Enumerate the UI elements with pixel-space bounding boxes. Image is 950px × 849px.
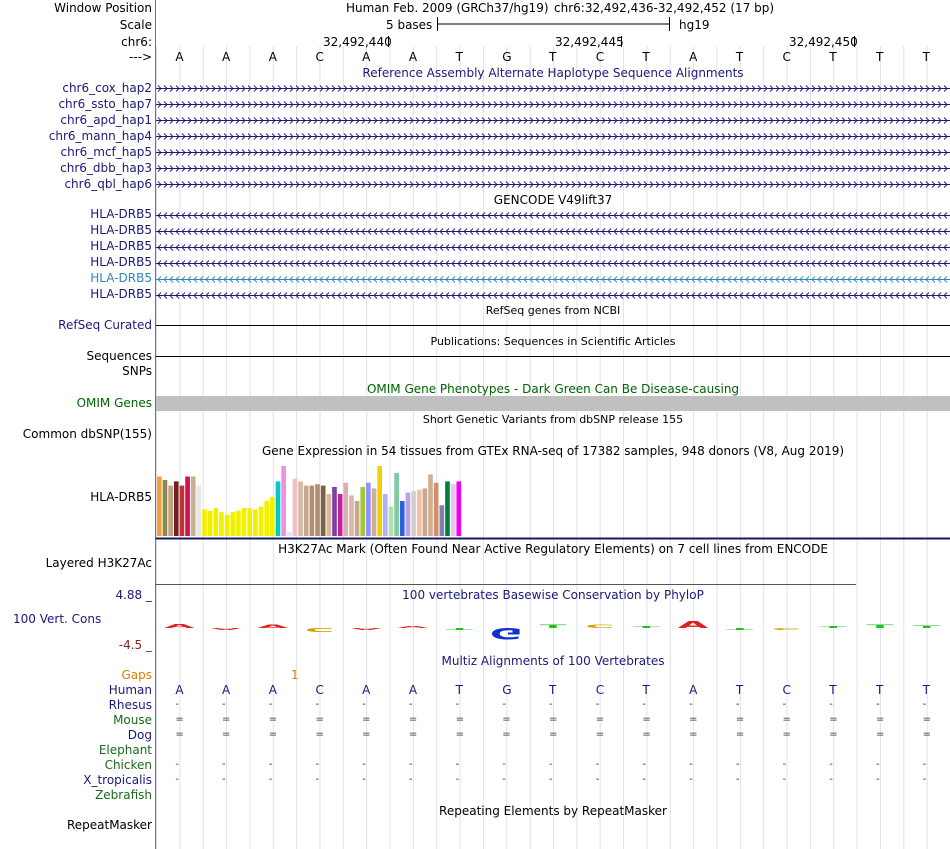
gtex-tissue-bar	[310, 486, 315, 536]
alignment-base: =	[362, 729, 371, 740]
tick-label-1: 32,492,440	[323, 35, 392, 49]
alignment-base: -	[595, 759, 600, 770]
gencode-transcript-label[interactable]: HLA-DRB5	[90, 239, 152, 253]
gtex-tissue-bar	[197, 486, 202, 536]
alt-haplotype-track-title: Reference Assembly Alternate Haplotype Sequence Alignments	[362, 66, 744, 80]
forward-strand-alignment	[156, 182, 950, 188]
alignment-base: =	[175, 729, 184, 740]
gtex-tissue-bar	[456, 481, 461, 536]
reference-base: C	[595, 50, 605, 64]
conservation-letter: G	[490, 623, 523, 643]
reverse-strand-gene	[156, 293, 950, 299]
dbsnp-track-title: Short Genetic Variants from dbSNP release 155	[422, 413, 684, 426]
alignment-base: =	[922, 729, 932, 740]
alignment-base: -	[362, 774, 366, 785]
alignment-base: =	[735, 729, 745, 740]
gtex-tissue-bar	[264, 501, 269, 536]
conservation-letter: T	[819, 625, 847, 629]
alignment-base: -	[875, 699, 880, 710]
alignment-base: =	[549, 714, 558, 725]
position-text: chr6:32,492,436-32,492,452 (17 bp)	[554, 1, 775, 15]
alignment-base: -	[782, 759, 787, 770]
alignment-base: A	[222, 683, 231, 697]
alignment-base: =	[735, 714, 745, 725]
chrom-label: chr6:	[121, 35, 152, 49]
alt-haplotype-label[interactable]: chr6_ssto_hap7	[58, 97, 152, 111]
alignment-base: T	[829, 683, 837, 697]
alignment-base: -	[362, 759, 366, 770]
gtex-tissue-bar	[270, 497, 275, 536]
gtex-tissue-bar	[423, 488, 428, 536]
gtex-tissue-bar	[343, 483, 348, 536]
alignment-base: -	[455, 699, 460, 710]
alignment-base: G	[502, 683, 512, 697]
alignment-base: -	[875, 774, 880, 785]
gencode-track-title: GENCODE V49lift37	[493, 193, 613, 207]
alignment-base: -	[549, 699, 553, 710]
gtex-tissue-bar	[259, 507, 264, 536]
conservation-letter: A	[350, 627, 382, 631]
alignment-base: -	[922, 699, 927, 710]
alignment-base: -	[642, 759, 647, 770]
gtex-tissue-bar	[174, 481, 179, 536]
reference-base: T	[922, 50, 930, 64]
reference-base: C	[782, 50, 791, 64]
alignment-base: -	[315, 774, 320, 785]
reverse-strand-gene	[156, 277, 950, 283]
species-label[interactable]: Elephant	[98, 743, 152, 757]
alignment-base: -	[408, 699, 413, 710]
alignment-base: A	[362, 683, 371, 697]
gtex-tissue-bar	[253, 509, 258, 536]
alignment-base: =	[362, 714, 371, 725]
omim-gene-bar[interactable]	[156, 396, 950, 411]
gtex-tissue-bar	[230, 512, 235, 536]
alignment-base: =	[689, 729, 698, 740]
publications-sequences-line[interactable]	[156, 349, 950, 363]
alignment-base: T	[922, 683, 930, 697]
gtex-tissue-bar	[208, 511, 213, 536]
alignment-base: -	[408, 774, 413, 785]
gencode-transcript-label[interactable]: HLA-DRB5	[90, 287, 152, 301]
alignment-base: =	[875, 729, 885, 740]
alignment-base: =	[315, 729, 324, 740]
species-label[interactable]: Chicken	[104, 758, 152, 772]
forward-strand-alignment	[156, 134, 950, 140]
gtex-tissue-bar	[214, 508, 219, 536]
alignment-base: -	[268, 774, 273, 785]
conservation-letter: A	[210, 627, 242, 631]
alignment-base: A	[268, 683, 277, 697]
gtex-tissue-bar	[400, 501, 405, 536]
reference-base: T	[642, 50, 650, 64]
alignment-base: -	[362, 699, 366, 710]
gtex-tissue-bar	[451, 484, 456, 536]
alignment-base: -	[502, 774, 506, 785]
gtex-tissue-bar	[428, 474, 433, 536]
gtex-tissue-bar	[366, 483, 371, 536]
conservation-letter: C	[772, 627, 802, 631]
alignment-base: C	[782, 683, 791, 697]
db-text: hg19	[679, 18, 710, 32]
species-label[interactable]: Rhesus	[108, 698, 152, 712]
alignment-base: =	[642, 714, 651, 725]
conservation-letter: T	[539, 623, 567, 630]
reference-base: A	[175, 50, 184, 64]
forward-strand-alignment	[156, 102, 950, 108]
gtex-tissue-bar	[219, 512, 224, 536]
gtex-tissue-bar	[202, 509, 207, 536]
gap-count: 1	[291, 668, 299, 682]
alignment-base: -	[595, 774, 600, 785]
gtex-tissue-bar	[168, 486, 173, 536]
conservation-letter: A	[257, 623, 289, 630]
alignment-base: C	[595, 683, 605, 697]
species-label[interactable]: Zebrafish	[95, 788, 152, 802]
conservation-track-title: 100 vertebrates Basewise Conservation by PhyloP	[402, 588, 704, 602]
alignment-base: T	[455, 683, 463, 697]
alignment-base: =	[689, 714, 698, 725]
assembly-name: Human Feb. 2009 (GRCh37/hg19)	[346, 1, 549, 15]
gaps-label: Gaps	[121, 668, 152, 682]
conservation-logo[interactable]	[156, 602, 950, 652]
alignment-base: -	[175, 759, 179, 770]
alignment-base: =	[595, 714, 605, 725]
omim-track-title: OMIM Gene Phenotypes - Dark Green Can Be Disease-causing	[366, 382, 740, 396]
reference-base: A	[689, 50, 698, 64]
gtex-tissue-bar	[327, 494, 332, 536]
alignment-base: -	[735, 774, 740, 785]
alignment-base: -	[829, 774, 833, 785]
alt-haplotype-label[interactable]: chr6_mann_hap4	[48, 129, 152, 143]
forward-strand-alignment	[156, 86, 950, 92]
alignment-base: -	[549, 774, 553, 785]
alignment-base: -	[408, 759, 413, 770]
gencode-transcript-label[interactable]: HLA-DRB5	[90, 255, 152, 269]
publications-track-title: Publications: Sequences in Scientific Articles	[430, 335, 676, 348]
conservation-letter: T	[632, 625, 660, 629]
alignment-base: -	[549, 759, 553, 770]
snps-label[interactable]: SNPs	[122, 364, 152, 378]
species-label[interactable]: X_tropicalis	[83, 773, 152, 787]
gtex-tissue-bar	[394, 473, 399, 536]
alignment-base: =	[455, 729, 464, 740]
multiz-track-title: Multiz Alignments of 100 Vertebrates	[441, 654, 665, 668]
strand-arrow-label: --->	[128, 50, 152, 64]
gtex-tissue-bar	[304, 486, 309, 536]
alignment-base: =	[175, 714, 184, 725]
gencode-transcript-label[interactable]: HLA-DRB5	[90, 223, 152, 237]
reference-base: G	[502, 50, 512, 64]
reference-base: T	[455, 50, 463, 64]
conservation-letter: T	[913, 624, 941, 629]
gtex-tissue-bar	[332, 487, 337, 536]
alignment-base: -	[268, 699, 273, 710]
alignment-base: =	[549, 729, 558, 740]
conservation-letter: T	[866, 623, 894, 630]
alignment-base: -	[315, 759, 320, 770]
alignment-base: -	[595, 699, 600, 710]
alignment-base: -	[922, 759, 927, 770]
reference-base: A	[222, 50, 231, 64]
alignment-base: T	[642, 683, 650, 697]
gtex-tissue-bar	[372, 488, 377, 536]
gtex-tissue-bar	[298, 481, 303, 536]
alignment-base: -	[922, 774, 927, 785]
gtex-tissue-bar	[191, 477, 196, 537]
gtex-tissue-bar	[440, 505, 445, 536]
alignment-base: A	[175, 683, 184, 697]
repeatmasker-track-title: Repeating Elements by RepeatMasker	[439, 804, 667, 818]
conservation-letter: C	[304, 626, 334, 633]
gtex-tissue-bar	[349, 495, 354, 536]
alt-haplotype-label[interactable]: chr6_mcf_hap5	[60, 145, 152, 159]
gtex-tissue-bar	[225, 515, 230, 536]
conservation-letter: A	[397, 625, 429, 629]
track-display-area[interactable]	[156, 0, 950, 849]
alignment-base: =	[455, 714, 464, 725]
vert-cons-label[interactable]: 100 Vert. Cons	[13, 612, 102, 626]
reverse-strand-gene	[156, 213, 950, 219]
reference-base: C	[315, 50, 324, 64]
conservation-ymax-label: 4.88 _	[115, 588, 152, 602]
gtex-tissue-bar	[445, 481, 450, 536]
gtex-tissue-bar	[281, 466, 286, 536]
gencode-transcript-label[interactable]: HLA-DRB5	[90, 207, 152, 221]
gtex-tissue-bar	[247, 508, 252, 536]
alignment-base: =	[268, 714, 278, 725]
alt-haplotype-label[interactable]: chr6_qbl_hap6	[64, 177, 152, 191]
gtex-tissue-bar	[377, 466, 382, 536]
alignment-base: -	[175, 774, 179, 785]
alignment-base: -	[829, 759, 833, 770]
alignment-base: =	[642, 729, 651, 740]
alignment-base: T	[875, 683, 884, 697]
alignment-base: -	[455, 774, 460, 785]
alignment-base: -	[502, 759, 506, 770]
gtex-tissue-bar	[434, 483, 439, 536]
alignment-base: =	[268, 729, 278, 740]
species-label[interactable]: Mouse	[113, 713, 152, 727]
scale-label: Scale	[119, 18, 152, 32]
tick-label-3: 32,492,450	[789, 35, 858, 49]
alignment-base: T	[735, 683, 744, 697]
alignment-base: =	[408, 729, 418, 740]
gtex-tissue-bar	[180, 486, 185, 536]
alignment-base: -	[175, 699, 179, 710]
gtex-tissue-bar	[315, 484, 320, 536]
alignment-base: =	[875, 714, 885, 725]
alignment-base: =	[222, 729, 231, 740]
alignment-base: -	[222, 774, 226, 785]
gtex-tissue-bar	[383, 494, 388, 536]
gtex-tissue-bar	[242, 508, 247, 536]
reference-base: T	[829, 50, 837, 64]
gtex-tissue-bar	[185, 477, 190, 537]
alignment-base: A	[408, 683, 418, 697]
gtex-gene-label[interactable]: HLA-DRB5	[90, 490, 152, 504]
forward-strand-alignment	[156, 166, 950, 172]
alignment-base: -	[268, 759, 273, 770]
alignment-base: =	[408, 714, 418, 725]
alt-haplotype-alignments[interactable]	[156, 80, 950, 192]
conservation-letter: A	[677, 618, 709, 631]
refseq-track-title: RefSeq genes from NCBI	[485, 304, 621, 317]
alignment-base: =	[315, 714, 324, 725]
alignment-base: -	[502, 699, 506, 710]
h3k27ac-track-title: H3K27Ac Mark (Often Found Near Active Regulatory Elements) on 7 cell lines from ENCODE	[278, 542, 828, 556]
alignment-base: -	[782, 774, 787, 785]
alt-haplotype-label[interactable]: chr6_cox_hap2	[62, 81, 152, 95]
species-label[interactable]: Human	[108, 683, 152, 697]
forward-strand-alignment	[156, 118, 950, 124]
alt-haplotype-label[interactable]: chr6_dbb_hap3	[60, 161, 152, 175]
h3k27ac-signal[interactable]	[156, 556, 950, 586]
alignment-base: =	[922, 714, 932, 725]
alignment-base: =	[782, 714, 791, 725]
alignment-base: -	[689, 699, 693, 710]
scale-text: 5 bases	[386, 18, 433, 32]
alignment-base: -	[642, 699, 647, 710]
alignment-base: -	[829, 699, 833, 710]
alignment-base: -	[689, 759, 693, 770]
gtex-tissue-bar	[236, 511, 241, 536]
gtex-tissue-bar	[293, 479, 298, 536]
alignment-base: -	[642, 774, 647, 785]
gtex-tissue-bar	[157, 477, 162, 537]
reference-base: T	[549, 50, 557, 64]
gtex-tissue-bar	[338, 494, 343, 536]
alignment-base: -	[689, 774, 693, 785]
reverse-strand-gene	[156, 261, 950, 267]
refseq-curated-line[interactable]	[156, 318, 950, 332]
alignment-base: -	[222, 699, 226, 710]
reference-base: A	[408, 50, 418, 64]
conservation-letter: T	[446, 627, 474, 631]
alignment-base: =	[222, 714, 231, 725]
conservation-letter: A	[164, 623, 195, 630]
alignment-base: =	[829, 729, 838, 740]
alignment-base: T	[549, 683, 557, 697]
window-position-label: Window Position	[54, 1, 152, 15]
omim-genes-label[interactable]: OMIM Genes	[76, 396, 152, 410]
alignment-base: -	[782, 699, 787, 710]
gencode-gene-models[interactable]	[156, 207, 950, 303]
gtex-tissue-bar	[417, 490, 422, 536]
refseq-curated-label[interactable]: RefSeq Curated	[58, 318, 152, 332]
alignment-base: -	[735, 759, 740, 770]
gtex-tissue-bar	[355, 501, 360, 536]
scale-ruler	[156, 0, 950, 49]
alt-haplotype-label[interactable]: chr6_apd_hap1	[60, 113, 152, 127]
conservation-letter: T	[726, 627, 754, 631]
tick-label-2: 32,492,445	[555, 35, 624, 49]
repeatmasker-label[interactable]: RepeatMasker	[66, 818, 152, 832]
alignment-base: -	[875, 759, 880, 770]
species-label[interactable]: Dog	[127, 728, 152, 742]
alignment-base: -	[315, 699, 320, 710]
reference-base: A	[362, 50, 371, 64]
layered-h3k27ac-label[interactable]: Layered H3K27Ac	[45, 556, 152, 570]
common-dbsnp-label[interactable]: Common dbSNP(155)	[22, 427, 152, 441]
reference-base: T	[735, 50, 744, 64]
forward-strand-alignment	[156, 150, 950, 156]
reference-base: T	[875, 50, 884, 64]
alignment-base: -	[455, 759, 460, 770]
track-labels-panel	[0, 0, 156, 849]
gtex-tissue-bar	[163, 480, 168, 536]
gencode-transcript-label[interactable]: HLA-DRB5	[90, 271, 152, 285]
reference-base: A	[268, 50, 277, 64]
reverse-strand-gene	[156, 245, 950, 251]
alignment-base: =	[829, 714, 838, 725]
gtex-tissue-bar	[321, 486, 326, 536]
alignment-base: =	[782, 729, 791, 740]
gtex-tissue-bar	[389, 507, 394, 536]
conservation-letter: C	[585, 624, 615, 630]
gtex-tissue-bar	[360, 487, 365, 536]
reverse-strand-gene	[156, 229, 950, 235]
gtex-tissue-bar	[411, 491, 416, 536]
alignment-base: =	[502, 729, 511, 740]
gtex-expression-chart[interactable]	[156, 458, 950, 540]
alignment-base: =	[595, 729, 605, 740]
alignment-base: -	[222, 759, 226, 770]
gtex-tissue-bar	[287, 532, 292, 536]
publications-sequences-label[interactable]: Sequences	[86, 349, 152, 363]
conservation-ymin-label: -4.5 _	[118, 638, 152, 652]
gtex-track-title: Gene Expression in 54 tissues from GTEx RNA-seq of 17382 samples, 948 donors (V8, Aug 2019)	[261, 444, 845, 458]
alignment-base: =	[502, 714, 511, 725]
gtex-tissue-bar	[276, 481, 281, 536]
alignment-base: A	[689, 683, 698, 697]
alignment-base: C	[315, 683, 324, 697]
alignment-base: -	[735, 699, 740, 710]
gtex-tissue-bar	[406, 493, 411, 536]
